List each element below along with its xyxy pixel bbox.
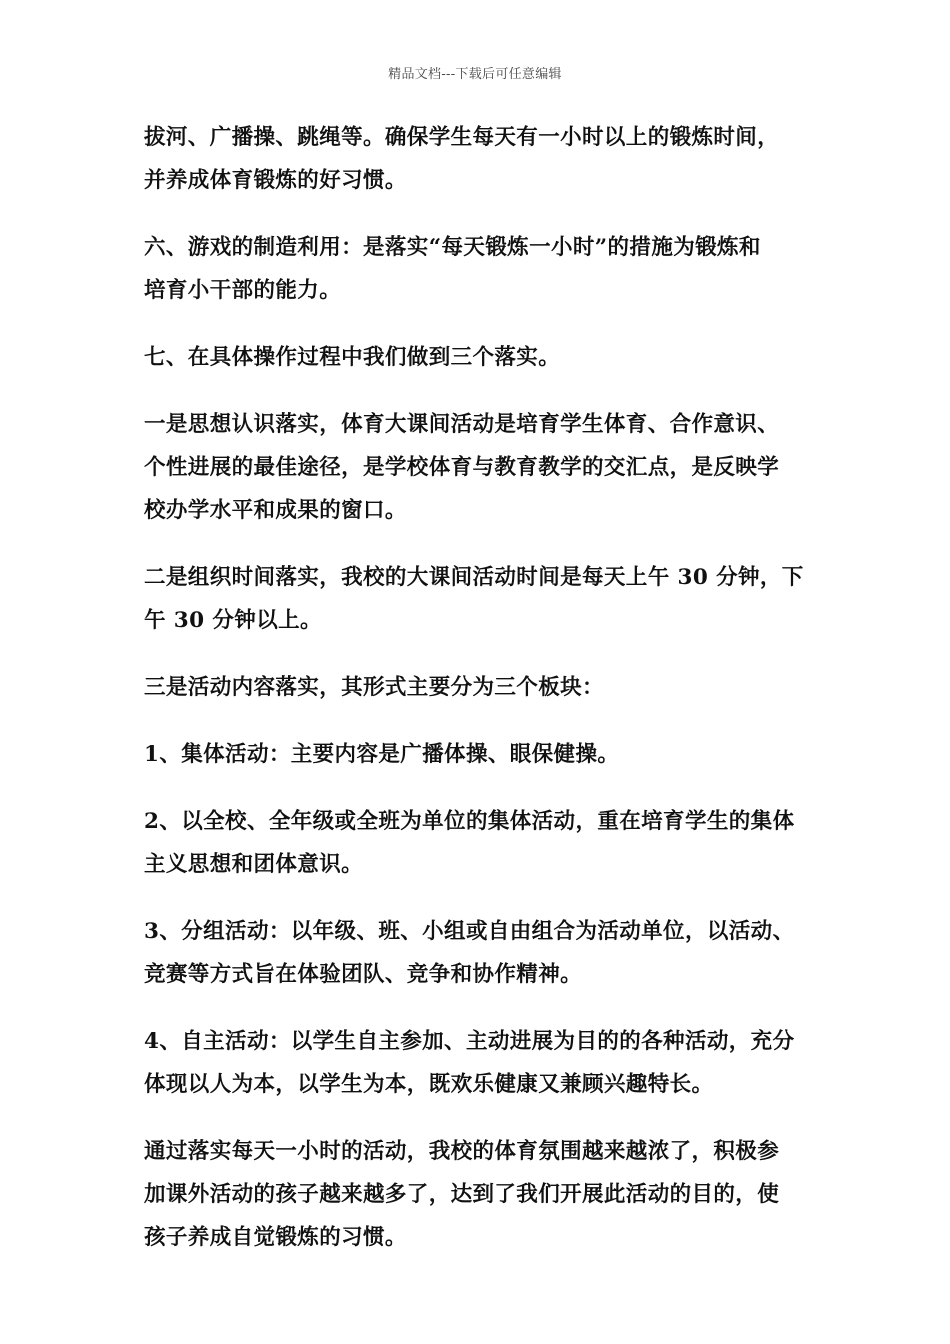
- text-line: 午 30 分钟以上。: [144, 608, 322, 633]
- text-line: 培育小干部的能力。: [144, 278, 342, 303]
- text-line: 2、以全校、全年级或全班为单位的集体活动，重在培育学生的集体: [144, 809, 795, 834]
- document-body: [144, 116, 810, 1283]
- paragraph: [144, 800, 810, 886]
- text-line: 七、在具体操作过程中我们做到三个落实。: [144, 345, 561, 370]
- text-line: 二是组织时间落实，我校的大课间活动时间是每天上午 30 分钟，下: [144, 565, 804, 590]
- paragraph: [144, 403, 810, 532]
- text-line: 六、游戏的制造利用：是落实“每天锻炼一小时”的措施为锻炼和: [144, 235, 761, 260]
- text-line: 孩子养成自觉锻炼的习惯。: [144, 1225, 407, 1250]
- paragraph: [144, 910, 810, 996]
- text-line: 主义思想和团体意识。: [144, 852, 364, 877]
- paragraph: [144, 733, 810, 776]
- text-line: 3、分组活动：以年级、班、小组或自由组合为活动单位，以活动、: [144, 919, 795, 944]
- text-line: 通过落实每天一小时的活动，我校的体育氛围越来越浓了，积极参: [144, 1139, 780, 1164]
- text-line: 校办学水平和成果的窗口。: [144, 498, 407, 523]
- paragraph: [144, 1020, 810, 1106]
- text-line: 4、自主活动：以学生自主参加、主动进展为目的的各种活动，充分: [144, 1029, 795, 1054]
- page-header: 精品文档---下载后可任意编辑: [388, 67, 562, 82]
- paragraph: [144, 556, 810, 642]
- text-line: 三是活动内容落实，其形式主要分为三个板块：: [144, 675, 604, 700]
- text-line: 竞赛等方式旨在体验团队、竞争和协作精神。: [144, 962, 583, 987]
- text-line: 拔河、广播操、跳绳等。确保学生每天有一小时以上的锻炼时间，: [144, 125, 780, 150]
- text-line: 1、集体活动：主要内容是广播体操、眼保健操。: [144, 742, 620, 767]
- text-line: 一是思想认识落实，体育大课间活动是培育学生体育、合作意识、: [144, 412, 780, 437]
- paragraph: [144, 666, 810, 709]
- text-line: 个性进展的最佳途径，是学校体育与教育教学的交汇点，是反映学: [144, 455, 780, 480]
- paragraph: [144, 336, 810, 379]
- paragraph: [144, 116, 810, 202]
- text-line: 体现以人为本，以学生为本，既欢乐健康又兼顾兴趣特长。: [144, 1072, 714, 1097]
- text-line: 加课外活动的孩子越来越多了，达到了我们开展此活动的目的，使: [144, 1182, 780, 1207]
- paragraph: [144, 1130, 810, 1259]
- paragraph: [144, 226, 810, 312]
- text-line: 并养成体育锻炼的好习惯。: [144, 168, 407, 193]
